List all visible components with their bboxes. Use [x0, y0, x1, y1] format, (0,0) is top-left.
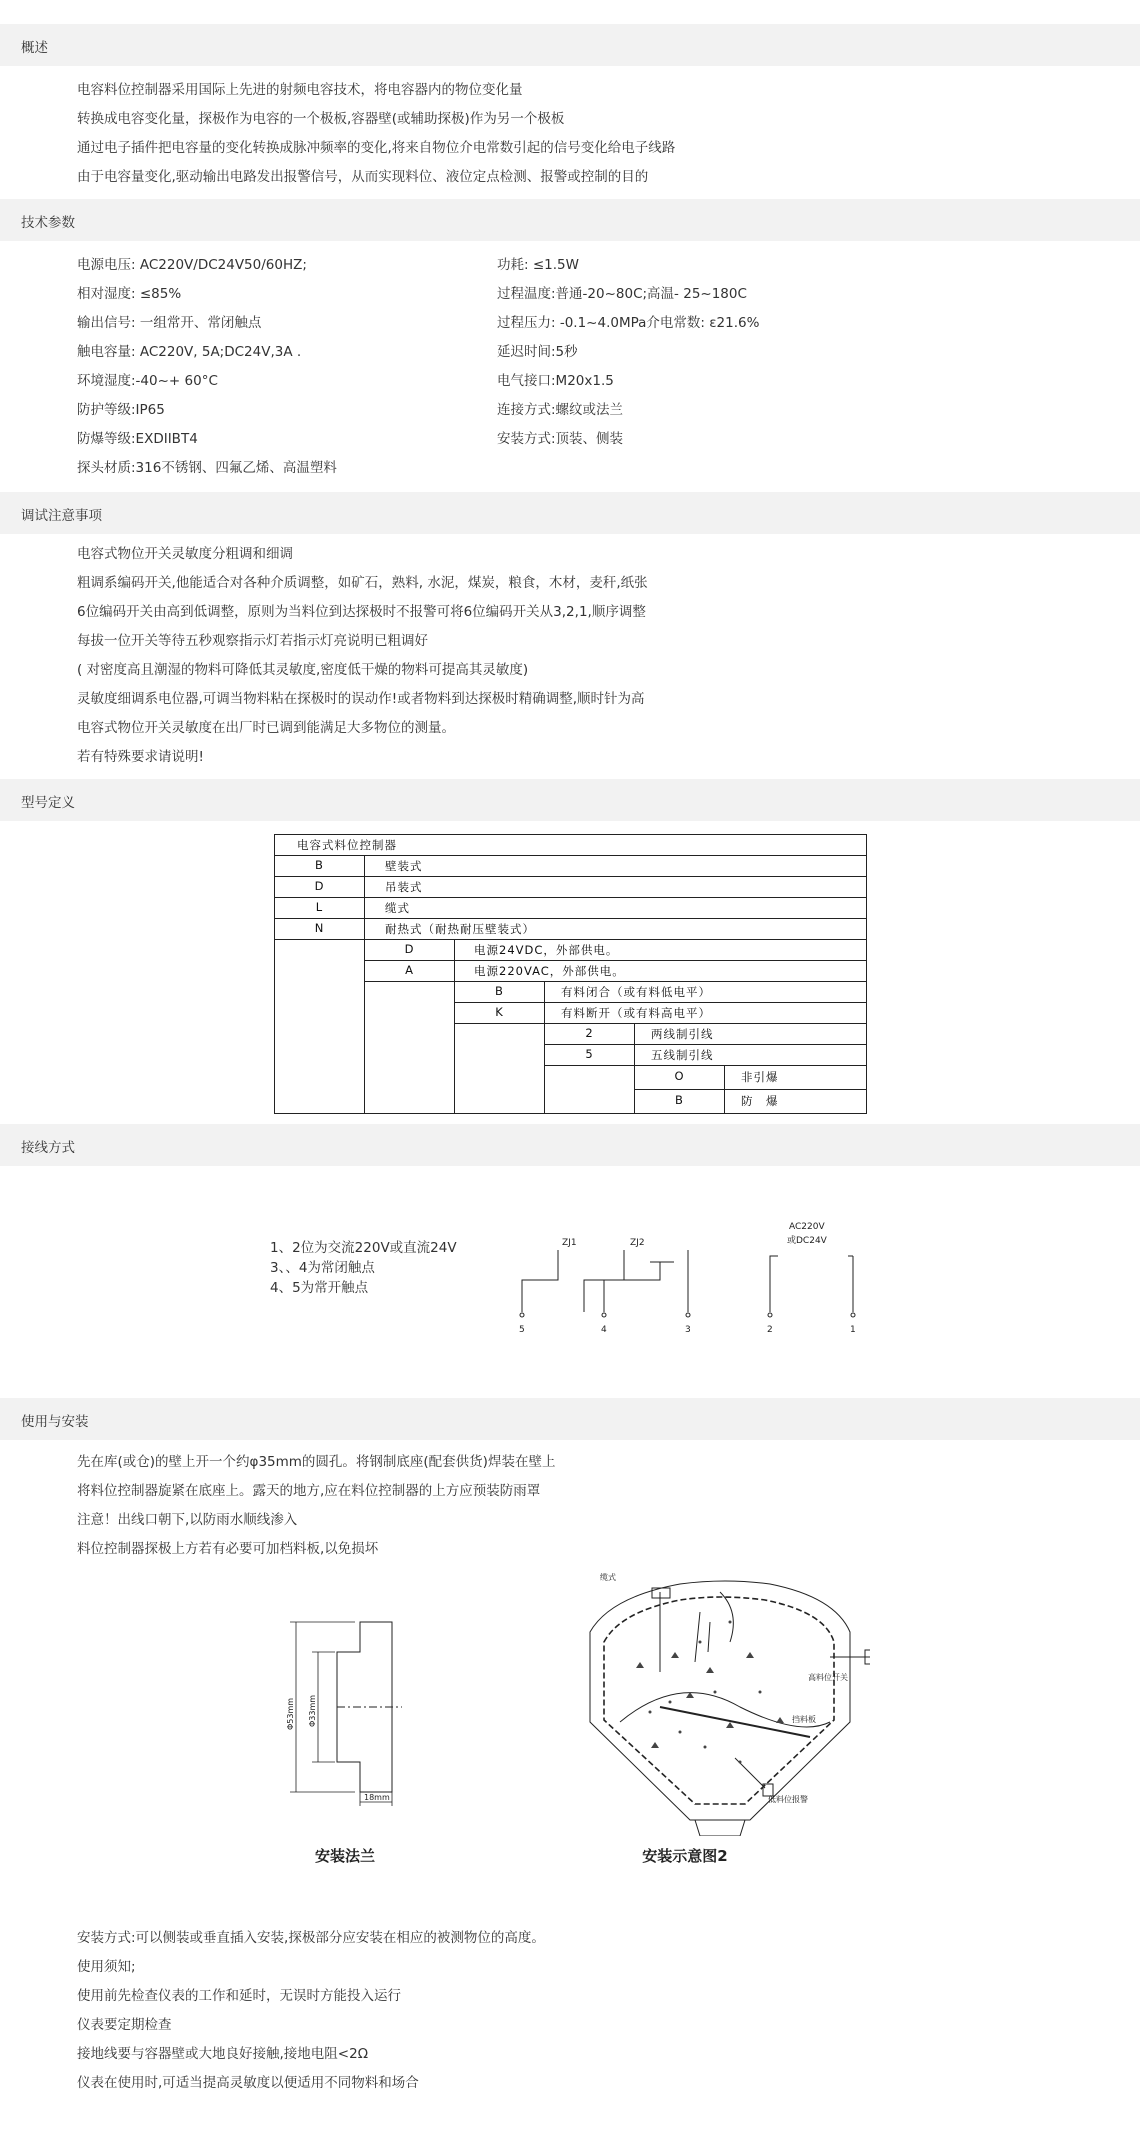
section-header-overview [0, 24, 1140, 66]
terminal-label: 4 [601, 1325, 607, 1335]
model-desc: 吊装式 [385, 880, 423, 894]
model-code: D [404, 942, 415, 956]
model-code: 2 [585, 1026, 594, 1040]
usage-line: 使用须知; [77, 1959, 136, 1975]
tech-param: 连接方式:螺纹或法兰 [497, 402, 624, 418]
table-row [364, 960, 455, 982]
terminal-label: 2 [767, 1325, 773, 1335]
model-code: B [315, 858, 324, 872]
terminal-label: 5 [519, 1325, 525, 1335]
install-line: 先在库(或仓)的壁上开一个约φ35mm的圆孔。将钢制底座(配套供货)焊装在壁上 [77, 1454, 556, 1470]
diagram-label: 低料位报警 [768, 1795, 808, 1804]
tech-param: 功耗: ≤1.5W [497, 257, 579, 273]
overview-line: 电容料位控制器采用国际上先进的射频电容技术，将电容器内的物位变化量 [77, 82, 523, 98]
table-row [454, 981, 545, 1003]
power-label: 或DC24V [787, 1236, 827, 1246]
flange-drawing [280, 1612, 420, 1812]
debug-line: 灵敏度细调系电位器,可调当物料粘在探极时的误动作!或者物料到达探极时精确调整,顺时针为高 [77, 691, 645, 707]
section-title: 接线方式 [21, 1140, 75, 1156]
model-desc: 防 爆 [741, 1094, 779, 1108]
table-row [634, 1089, 725, 1114]
model-desc: 有料闭合（或有料低电平） [561, 985, 711, 999]
wiring-legend-line: 1、2位为交流220V或直流24V [270, 1240, 457, 1256]
model-desc: 电源24VDC，外部供电。 [474, 943, 619, 957]
table-row [634, 1065, 725, 1090]
model-code: B [675, 1093, 684, 1107]
section-header-wiring [0, 1124, 1140, 1166]
table-row [724, 1065, 867, 1090]
table-title-row [274, 834, 867, 856]
table-row [364, 855, 867, 877]
table-row [274, 876, 365, 898]
model-desc: 五线制引线 [651, 1048, 714, 1062]
debug-line: 电容式物位开关灵敏度分粗调和细调 [77, 546, 293, 562]
tech-param: 电源电压: AC220V/DC24V50/60HZ; [77, 257, 307, 273]
debug-line: 电容式物位开关灵敏度在出厂时已调到能满足大多物位的测量。 [77, 720, 455, 736]
diagram-label: 挡料板 [792, 1715, 816, 1724]
tech-param: 电气接口:M20x1.5 [497, 373, 614, 389]
table-row [544, 1044, 635, 1066]
model-desc: 两线制引线 [651, 1027, 714, 1041]
table-row [454, 939, 867, 961]
diagram-label: 缆式 [600, 1573, 616, 1582]
wiring-legend-line: 3、、4为常闭触点 [270, 1260, 375, 1276]
overview-text [77, 76, 675, 192]
table-row [544, 1023, 635, 1045]
model-desc: 缆式 [385, 901, 410, 915]
table-title: 电容式料位控制器 [297, 838, 397, 852]
zj2-label: ZJ2 [630, 1238, 645, 1248]
model-code: 5 [585, 1047, 594, 1061]
tech-params-right [497, 251, 759, 454]
usage-line: 使用前先检查仪表的工作和延时，无误时方能投入运行 [77, 1988, 401, 2004]
model-code: L [315, 900, 324, 914]
tech-param: 防护等级:IP65 [77, 402, 165, 418]
table-row [544, 1002, 867, 1024]
table-spacer [544, 1065, 635, 1114]
section-header-debug [0, 492, 1140, 534]
section-title: 技术参数 [21, 215, 75, 231]
table-row [634, 1044, 867, 1066]
model-code: N [314, 921, 325, 935]
tech-param: 延迟时间:5秒 [497, 344, 578, 360]
zj1-label: ZJ1 [562, 1238, 577, 1248]
section-title: 概述 [21, 40, 48, 56]
terminal-label: 1 [850, 1325, 856, 1335]
overview-line: 转换成电容变化量，探极作为电容的一个极板,容器壁(或辅助探极)作为另一个极板 [77, 111, 565, 127]
flange-dimension: Φ53mm [286, 1697, 295, 1730]
tech-param: 过程温度:普通-20~80C;高温- 25~180C [497, 286, 747, 302]
wiring-legend-line: 4、5为常开触点 [270, 1280, 369, 1296]
table-row [274, 918, 365, 940]
usage-line: 安装方式:可以侧装或垂直插入安装,探极部分应安装在相应的被测物位的高度。 [77, 1930, 545, 1946]
section-title: 使用与安装 [21, 1414, 89, 1430]
table-row [364, 939, 455, 961]
debug-line: 粗调系编码开关,他能适合对各种介质调整，如矿石，熟料, 水泥，煤炭，粮食，木材，麦秆,纸张 [77, 575, 648, 591]
model-code: D [314, 879, 325, 893]
table-spacer [454, 1023, 545, 1114]
table-row [364, 918, 867, 940]
table-row [544, 981, 867, 1003]
section-title: 型号定义 [21, 795, 75, 811]
section-header-tech [0, 199, 1140, 241]
debug-line: 每拔一位开关等待五秒观察指示灯若指示灯亮说明已粗调好 [77, 633, 428, 649]
install-line: 注意！出线口朝下,以防雨水顺线渗入 [77, 1512, 298, 1528]
overview-line: 通过电子插件把电容量的变化转换成脉冲频率的变化,将来自物位介电常数引起的信号变化给电子线路 [77, 140, 676, 156]
model-code: K [495, 1005, 504, 1019]
flange-caption: 安装法兰 [314, 1847, 375, 1865]
usage-text [77, 1924, 545, 2098]
model-desc: 壁装式 [385, 859, 423, 873]
tech-params-left [77, 251, 337, 483]
diagram-label: 高料位开关 [808, 1673, 848, 1682]
power-label: AC220V [789, 1222, 825, 1232]
model-code: B [495, 984, 504, 998]
wiring-legend [270, 1238, 457, 1298]
tech-param: 过程压力: -0.1~4.0MPa介电常数: ε21.6% [497, 315, 760, 331]
model-desc: 电源220VAC，外部供电。 [474, 964, 625, 978]
debug-line: ( 对密度高且潮湿的物料可降低其灵敏度,密度低干燥的物料可提高其灵敏度) [77, 662, 529, 678]
debug-line: 若有特殊要求请说明! [77, 749, 204, 765]
install-text [77, 1448, 555, 1564]
model-desc: 有料断开（或有料高电平） [561, 1006, 711, 1020]
table-row [454, 960, 867, 982]
tech-param: 相对湿度: ≤85% [77, 286, 182, 302]
tech-param: 环境湿度:-40~+ 60°C [77, 373, 218, 389]
section-title: 调试注意事项 [21, 508, 102, 524]
wiring-diagram [500, 1210, 880, 1340]
flange-dimension: Φ33mm [308, 1694, 317, 1727]
install-line: 料位控制器探极上方若有必要可加档料板,以免损坏 [77, 1541, 379, 1557]
debug-line: 6位编码开关由高到低调整，原则为当料位到达探极时不报警可将6位编码开关从3,2,1,顺序调整 [77, 604, 646, 620]
table-row [454, 1002, 545, 1024]
model-code: A [405, 963, 414, 977]
usage-line: 接地线要与容器壁或大地良好接触,接地电阻<2Ω [77, 2046, 369, 2062]
diagram-caption: 安装示意图2 [642, 1847, 728, 1865]
installation-diagram [580, 1572, 870, 1836]
usage-line: 仪表在使用时,可适当提高灵敏度以便适用不同物料和场合 [77, 2075, 419, 2091]
table-spacer [274, 939, 365, 1114]
debug-text [77, 540, 648, 772]
tech-param: 触电容量: AC220V, 5A;DC24V,3A . [77, 344, 302, 360]
table-row [364, 897, 867, 919]
section-header-install [0, 1398, 1140, 1440]
usage-line: 仪表要定期检查 [77, 2017, 172, 2033]
model-desc: 非引爆 [741, 1070, 779, 1084]
table-row [274, 897, 365, 919]
tech-param: 输出信号: 一组常开、常闭触点 [77, 315, 262, 331]
model-code: O [674, 1069, 685, 1083]
install-line: 将料位控制器旋紧在底座上。露天的地方,应在料位控制器的上方应预装防雨罩 [77, 1483, 541, 1499]
tech-param: 探头材质:316不锈钢、四氟乙烯、高温塑料 [77, 460, 337, 476]
table-row [634, 1023, 867, 1045]
terminal-label: 3 [685, 1325, 691, 1335]
table-row [364, 876, 867, 898]
tech-param: 安装方式:顶装、侧装 [497, 431, 624, 447]
table-row [274, 855, 365, 877]
section-header-model [0, 779, 1140, 821]
overview-line: 由于电容量变化,驱动输出电路发出报警信号，从而实现料位、液位定点检测、报警或控制的目的 [77, 169, 649, 185]
model-desc: 耐热式（耐热耐压壁装式） [385, 922, 535, 936]
flange-dimension: 18mm [364, 1793, 390, 1802]
table-spacer [364, 981, 455, 1114]
tech-param: 防爆等级:EXDIIBT4 [77, 431, 198, 447]
model-definition-table [274, 834, 867, 1114]
table-row [724, 1089, 867, 1114]
